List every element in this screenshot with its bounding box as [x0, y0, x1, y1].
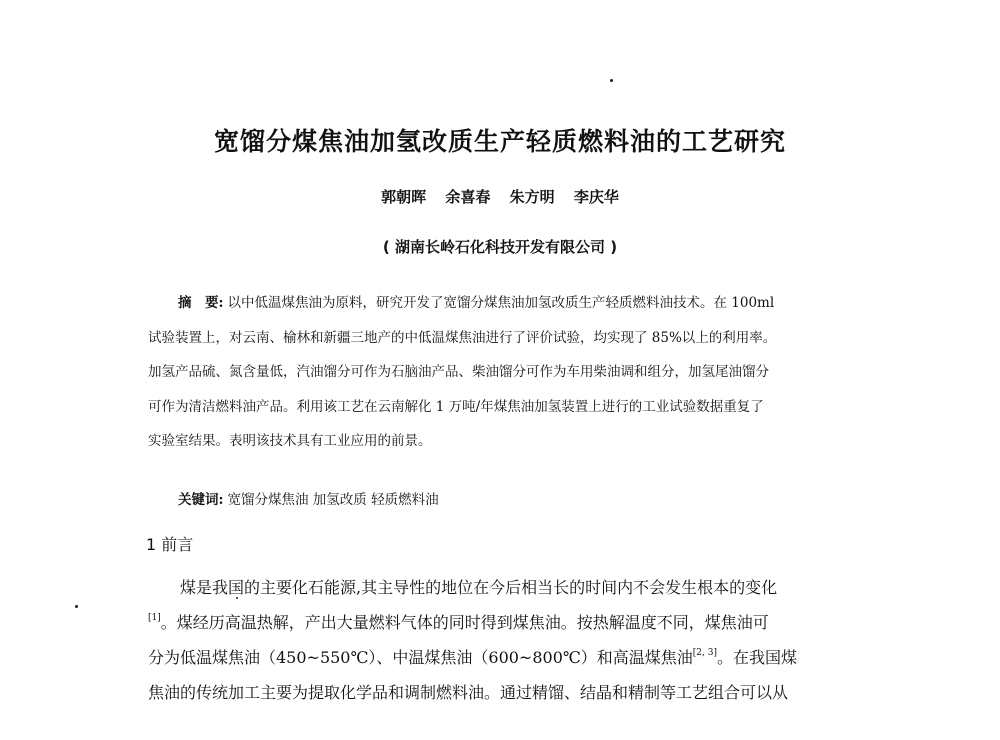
body-text-segment: 。煤经历高温热解，产出大量燃料气体的同时得到煤焦油。按热解温度不同，煤焦油可	[160, 613, 769, 632]
abstract-line: 试验装置上，对云南、榆林和新疆三地产的中低温煤焦油进行了评价试验，均实现了 85%以上的利用率。	[148, 329, 777, 346]
body-line	[148, 605, 860, 640]
keywords-label: 关键词:	[178, 492, 224, 508]
author-name: 余喜春	[445, 188, 491, 206]
body-text-segment: 。在我国煤	[716, 648, 797, 667]
author-list	[0, 186, 1000, 207]
author-name: 李庆华	[573, 188, 619, 206]
keywords-text: 宽馏分煤焦油 加氢改质 轻质燃料油	[227, 492, 439, 508]
affiliation: ( 湖南长岭石化科技开发有限公司 )	[382, 238, 618, 256]
citation: [2, 3]	[692, 648, 717, 658]
body-text-segment: 分为低温煤焦油（450~550℃）、中温煤焦油（600~800℃）和高温煤焦油	[148, 648, 693, 667]
body-line	[148, 640, 860, 675]
body-text	[148, 570, 860, 710]
keywords	[148, 488, 860, 508]
scan-speck	[75, 605, 78, 608]
abstract-line	[148, 286, 860, 321]
abstract	[148, 286, 860, 459]
author-name: 郭朝晖	[381, 188, 427, 206]
author-name: 朱方明	[509, 188, 555, 206]
abstract-line: 可作为清洁燃料油产品。利用该工艺在云南解化 1 万吨/年煤焦油加氢装置上进行的工业试验数据重复了	[148, 398, 764, 415]
body-line: 焦油的传统加工主要为提取化学品和调制燃料油。通过精馏、结晶和精制等工艺组合可以从	[148, 683, 789, 702]
section-heading: 1 前言	[146, 535, 194, 554]
citation: [1]	[148, 613, 161, 623]
abstract-line: 加氢产品硫、氮含量低，汽油馏分可作为石脑油产品、柴油馏分可作为车用柴油调和组分，加氢尾油馏分	[148, 364, 769, 380]
abstract-line: 实验室结果。表明该技术具有工业应用的前景。	[148, 433, 432, 449]
abstract-label: 摘 要:	[178, 295, 224, 311]
abstract-text: 以中低温煤焦油为原料，研究开发了宽馏分煤焦油加氢改质生产轻质燃料油技术。在 100ml	[227, 295, 775, 311]
body-line: 煤是我国的主要化石能源,其主导性的地位在今后相当长的时间内不会发生根本的变化	[180, 578, 778, 597]
paper-title: 宽馏分煤焦油加氢改质生产轻质燃料油的工艺研究	[213, 127, 786, 156]
scan-speck	[610, 79, 613, 82]
